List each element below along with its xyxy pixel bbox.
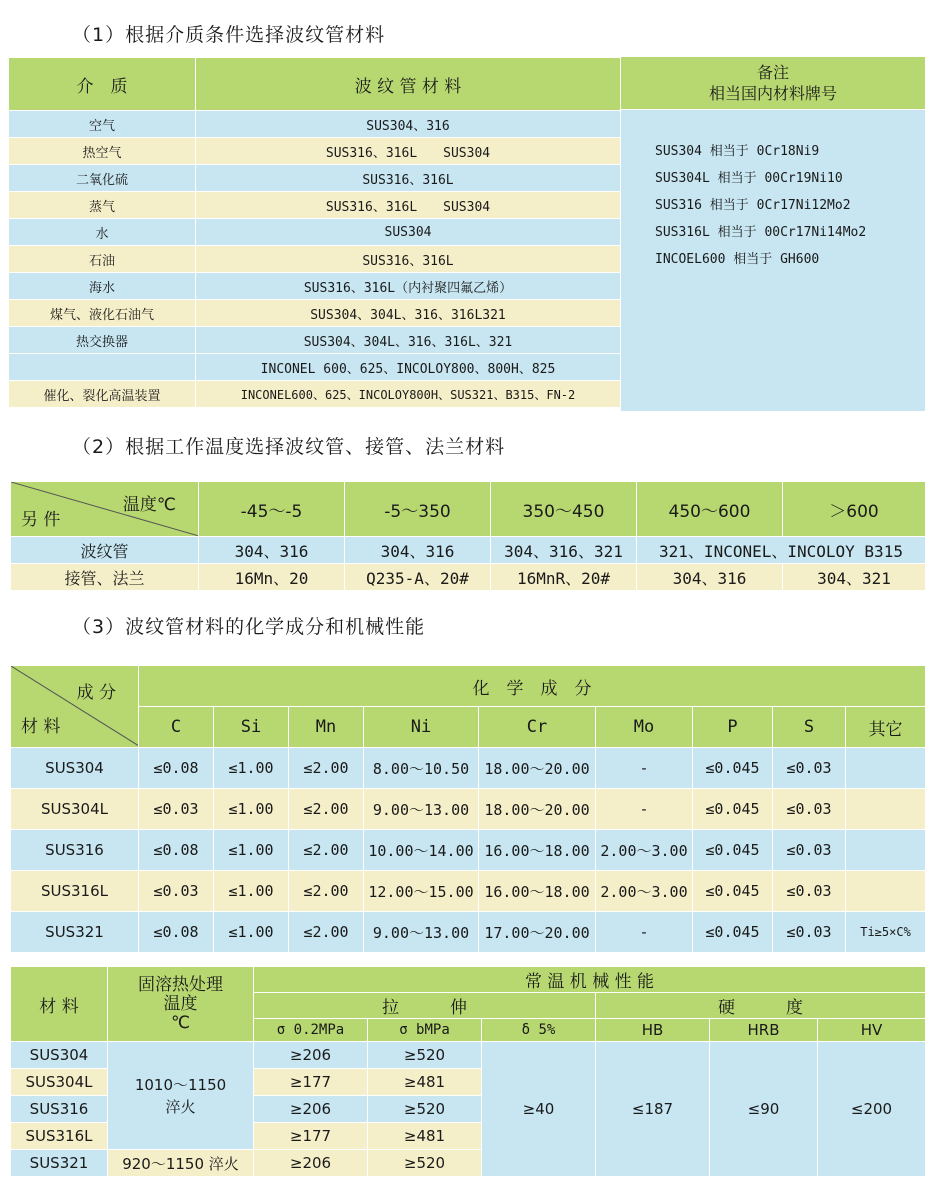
column-header: HB: [596, 1019, 710, 1042]
value-cell: 2.00～3.00: [596, 871, 693, 912]
note-line: SUS316 相当于 0Cr17Ni12Mo2: [655, 198, 851, 213]
header-material: 材 料: [11, 967, 108, 1042]
hb-cell: ≤187: [596, 1042, 710, 1177]
column-header: Cr: [479, 707, 596, 748]
value-cell: ≤0.03: [773, 912, 846, 953]
material-cell: INCONEL 600、625、INCOLOY800、800H、825: [196, 354, 621, 381]
value-cell: ≤1.00: [214, 871, 289, 912]
notes-header: [621, 57, 925, 110]
header-medium: 介 质: [9, 58, 196, 111]
temp-header: ＞600: [783, 482, 926, 537]
material-cell: SUS316: [11, 1096, 108, 1123]
value-cell: ≤0.08: [139, 912, 214, 953]
value-cell: ≤2.00: [289, 830, 364, 871]
header-heat-treatment: [108, 967, 254, 1042]
column-header: Mn: [289, 707, 364, 748]
value-cell: [846, 871, 926, 912]
value-cell: 321、INCONEL、INCOLOY B315: [637, 537, 926, 564]
value-cell: ≤0.045: [693, 912, 773, 953]
table-header-row: [9, 58, 621, 111]
heat-header-line2: 温度: [163, 993, 198, 1014]
value-cell: ≤0.08: [139, 830, 214, 871]
column-header: Ni: [364, 707, 479, 748]
material-cell: SUS316、316L: [196, 246, 621, 273]
value-cell: 18.00～20.00: [479, 748, 596, 789]
material-cell: SUS316L: [11, 1123, 108, 1150]
note-line: SUS304 相当于 0Cr18Ni9: [655, 144, 820, 159]
column-header: Mo: [596, 707, 693, 748]
table-row: [9, 354, 621, 381]
corner-bottom-label: 另 件: [21, 510, 61, 530]
value-cell: -: [596, 789, 693, 830]
value-cell: 18.00～20.00: [479, 789, 596, 830]
value-cell: 16MnR、20#: [491, 564, 637, 591]
heat-header-line3: ℃: [170, 1012, 191, 1033]
material-cell: SUS321: [11, 912, 139, 953]
medium-cell: 热空气: [9, 138, 196, 165]
table-row: [9, 381, 621, 408]
value-cell: ≥206: [254, 1150, 368, 1177]
value-cell: ≥520: [368, 1150, 482, 1177]
value-cell: [846, 789, 926, 830]
hrb-cell: ≤90: [710, 1042, 818, 1177]
section2-title: （2）根据工作温度选择波纹管、接管、法兰材料: [72, 436, 506, 458]
value-cell: ≤0.03: [773, 830, 846, 871]
medium-cell: 二氧化硫: [9, 165, 196, 192]
tensile-header: 拉 伸: [254, 993, 596, 1019]
value-cell: 304、316: [637, 564, 783, 591]
value-cell: Q235-A、20#: [345, 564, 491, 591]
notes-body: [621, 110, 925, 411]
table-header-row: [11, 666, 926, 707]
corner-top-label: 成 分: [76, 683, 116, 703]
table-row: [11, 830, 926, 871]
value-cell: 8.00～10.50: [364, 748, 479, 789]
table-row: [11, 1042, 926, 1069]
value-cell: [846, 748, 926, 789]
medium-cell: 石油: [9, 246, 196, 273]
medium-cell: 蒸气: [9, 192, 196, 219]
corner-cell: [11, 666, 139, 748]
value-cell: -: [596, 748, 693, 789]
value-cell: Ti≥5×C%: [846, 912, 926, 953]
column-header: P: [693, 707, 773, 748]
value-cell: ≥177: [254, 1069, 368, 1096]
value-cell: ≤0.045: [693, 871, 773, 912]
material-cell: SUS316、316L（内衬聚四氟乙烯）: [196, 273, 621, 300]
table-row: [11, 537, 926, 564]
value-cell: ≤1.00: [214, 912, 289, 953]
table-row: [9, 246, 621, 273]
material-cell: SUS316、316L SUS304: [196, 192, 621, 219]
value-cell: 304、316、321: [491, 537, 637, 564]
mechanical-properties-table: [10, 966, 926, 1177]
value-cell: ≤0.045: [693, 830, 773, 871]
part-cell: 接管、法兰: [11, 564, 199, 591]
material-cell: SUS304、304L、316、316L、321: [196, 327, 621, 354]
temperature-material-table: [10, 481, 926, 591]
material-cell: SUS304: [196, 219, 621, 246]
material-cell: SUS304: [11, 748, 139, 789]
material-cell: SUS304L: [11, 789, 139, 830]
material-cell: SUS321: [11, 1150, 108, 1177]
table-row: [9, 165, 621, 192]
value-cell: ≤0.03: [139, 871, 214, 912]
chemical-group-header: 化 学 成 分: [139, 666, 926, 707]
corner-top-label: 温度℃: [122, 495, 176, 515]
value-cell: ≤2.00: [289, 912, 364, 953]
heat-group-line2: 淬火: [165, 1097, 196, 1116]
value-cell: 9.00～13.00: [364, 789, 479, 830]
value-cell: ≤1.00: [214, 830, 289, 871]
table-row: [9, 138, 621, 165]
value-cell: 9.00～13.00: [364, 912, 479, 953]
column-header: Si: [214, 707, 289, 748]
value-cell: ≥481: [368, 1069, 482, 1096]
table-row: [11, 564, 926, 591]
table-row: [9, 192, 621, 219]
table-row: [9, 111, 621, 138]
value-cell: 304、316: [199, 537, 345, 564]
table-header-row: [11, 707, 926, 748]
value-cell: 16.00～18.00: [479, 830, 596, 871]
value-cell: [846, 830, 926, 871]
note-line: SUS316L 相当于 00Cr17Ni14Mo2: [655, 225, 867, 240]
heat-cell: 920～1150 淬火: [108, 1150, 254, 1177]
table-header-row: [11, 482, 926, 537]
table-row: [11, 789, 926, 830]
value-cell: 304、316: [345, 537, 491, 564]
medium-material-table: [8, 57, 621, 408]
value-cell: ≥206: [254, 1042, 368, 1069]
value-cell: 16Mn、20: [199, 564, 345, 591]
medium-cell: 空气: [9, 111, 196, 138]
column-header: HRB: [710, 1019, 818, 1042]
temp-header: 350～450: [491, 482, 637, 537]
temp-header: -45～-5: [199, 482, 345, 537]
column-header: 其它: [846, 707, 926, 748]
section3-title: （3）波纹管材料的化学成分和机械性能: [72, 616, 426, 638]
notes-header-line1: 备注: [756, 63, 789, 82]
material-cell: SUS316: [11, 830, 139, 871]
value-cell: ≤0.03: [773, 748, 846, 789]
medium-cell: 催化、裂化高温装置: [9, 381, 196, 408]
material-cell: INCONEL600、625、INCOLOY800H、SUS321、B315、FN-2: [196, 381, 621, 408]
mechanical-group-header: 常 温 机 械 性 能: [254, 967, 926, 993]
note-line: INCOEL600 相当于 GH600: [655, 252, 820, 267]
notes-panel: [621, 57, 925, 411]
material-cell: SUS316、316L SUS304: [196, 138, 621, 165]
value-cell: ≤0.045: [693, 789, 773, 830]
column-header: C: [139, 707, 214, 748]
table-row: [11, 871, 926, 912]
value-cell: ≥177: [254, 1123, 368, 1150]
material-cell: SUS304、316: [196, 111, 621, 138]
table-row: [9, 327, 621, 354]
value-cell: ≥481: [368, 1123, 482, 1150]
value-cell: 10.00～14.00: [364, 830, 479, 871]
table-row: [9, 273, 621, 300]
table-row: [9, 219, 621, 246]
material-cell: SUS304、304L、316、316L321: [196, 300, 621, 327]
medium-cell: 热交换器: [9, 327, 196, 354]
medium-cell: 水: [9, 219, 196, 246]
material-cell: SUS304L: [11, 1069, 108, 1096]
corner-bottom-label: 材 料: [21, 717, 61, 737]
value-cell: ≤1.00: [214, 748, 289, 789]
value-cell: ≤0.03: [139, 789, 214, 830]
hv-cell: ≤200: [818, 1042, 926, 1177]
table-row: [9, 300, 621, 327]
value-cell: 16.00～18.00: [479, 871, 596, 912]
notes-header-line2: 相当国内材料牌号: [708, 84, 837, 103]
value-cell: ≤0.03: [773, 871, 846, 912]
corner-cell: [11, 482, 199, 537]
section1-title: （1）根据介质条件选择波纹管材料: [72, 24, 386, 46]
value-cell: ≤0.03: [773, 789, 846, 830]
column-header: δ 5%: [482, 1019, 596, 1042]
column-header: σ 0.2MPa: [254, 1019, 368, 1042]
value-cell: ≥206: [254, 1096, 368, 1123]
hardness-header: 硬 度: [596, 993, 926, 1019]
delta-cell: ≥40: [482, 1042, 596, 1177]
material-cell: SUS304: [11, 1042, 108, 1069]
material-cell: SUS316L: [11, 871, 139, 912]
value-cell: -: [596, 912, 693, 953]
table-header-row: [11, 967, 926, 993]
value-cell: ≥520: [368, 1042, 482, 1069]
value-cell: ≤2.00: [289, 871, 364, 912]
value-cell: ≤0.045: [693, 748, 773, 789]
column-header: σ bMPa: [368, 1019, 482, 1042]
heat-group-line1: 1010～1150: [134, 1075, 227, 1094]
value-cell: 17.00～20.00: [479, 912, 596, 953]
medium-cell: [9, 354, 196, 381]
material-cell: SUS316、316L: [196, 165, 621, 192]
heat-header-line1: 固溶热处理: [138, 974, 223, 995]
value-cell: 12.00～15.00: [364, 871, 479, 912]
value-cell: ≤1.00: [214, 789, 289, 830]
value-cell: ≤2.00: [289, 748, 364, 789]
value-cell: ≤0.08: [139, 748, 214, 789]
temp-header: -5～350: [345, 482, 491, 537]
temp-header: 450～600: [637, 482, 783, 537]
chemical-composition-table: [10, 665, 926, 953]
column-header: HV: [818, 1019, 926, 1042]
note-line: SUS304L 相当于 00Cr19Ni10: [655, 171, 843, 186]
value-cell: ≥520: [368, 1096, 482, 1123]
value-cell: 304、321: [783, 564, 926, 591]
table-row: [11, 748, 926, 789]
header-material: 波 纹 管 材 料: [196, 58, 621, 111]
part-cell: 波纹管: [11, 537, 199, 564]
column-header: S: [773, 707, 846, 748]
heat-group-cell: [108, 1042, 254, 1150]
value-cell: 2.00～3.00: [596, 830, 693, 871]
medium-cell: 煤气、液化石油气: [9, 300, 196, 327]
value-cell: ≤2.00: [289, 789, 364, 830]
medium-cell: 海水: [9, 273, 196, 300]
table-row: [11, 912, 926, 953]
